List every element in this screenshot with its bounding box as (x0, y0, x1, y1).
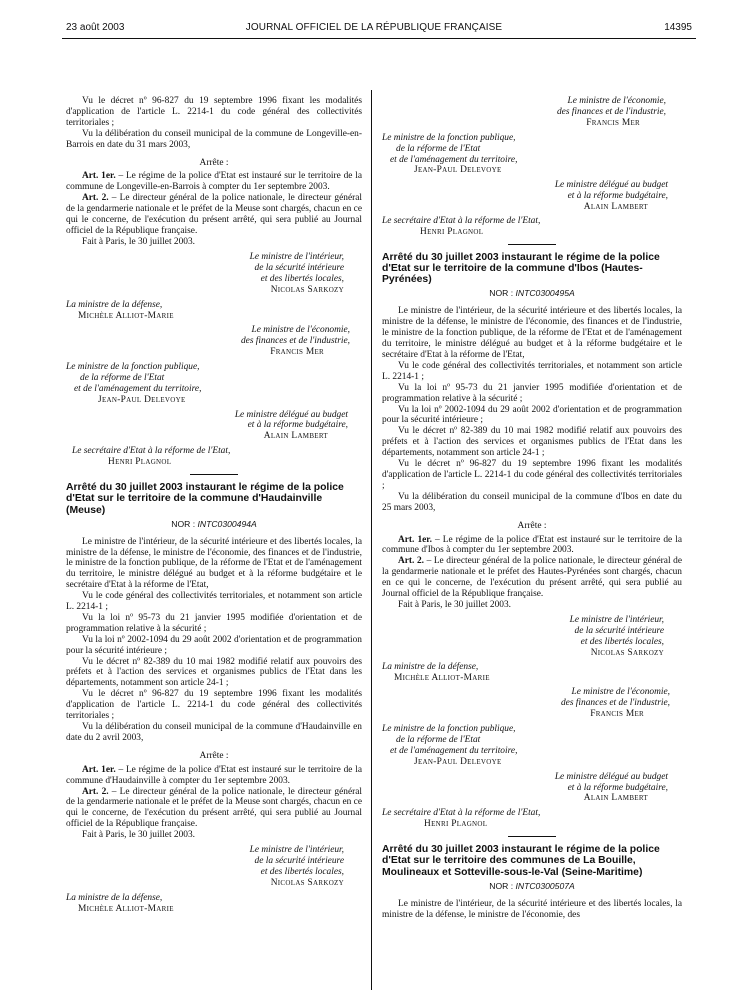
article-text: – Le régime de la police d'Etat est instauré sur le territoire de la commune d'Haudainville à compter du 1er septembre 2003. (66, 764, 363, 786)
signature-title: et des libertés locales, (580, 636, 664, 647)
section-divider (508, 836, 556, 837)
signature-title: des finances et de l'industrie, (240, 336, 350, 347)
signature-date: Fait à Paris, le 30 juillet 2003. (82, 830, 196, 841)
signature-title: Le secrétaire d'Etat à la réforme de l'Etat, (72, 446, 231, 457)
signature-economie (66, 325, 362, 358)
visa-paragraph: Vu la délibération du conseil municipal de la commune d'Ibos en date du 25 mars 2003, (382, 491, 682, 513)
signature-title: Le ministre de l'intérieur, (249, 251, 344, 262)
signature-defense (66, 893, 362, 915)
arrete-heading: Arrête : (199, 157, 229, 168)
article-2 (382, 556, 682, 600)
signature-economie (382, 96, 682, 129)
article-1 (382, 535, 682, 557)
signature-title: Le ministre de l'intérieur, (569, 614, 664, 625)
signature-title: et à la réforme budgétaire, (567, 782, 668, 793)
signature-economie (382, 687, 682, 720)
signature-title: Le ministre de l'économie, (567, 96, 666, 106)
signature-defense (382, 662, 682, 684)
article-label: Art. 1er. (82, 764, 116, 775)
decree-title: Arrêté du 30 juillet 2003 instaurant le régime de la police d'Etat sur le territoire des communes de La Bouille, Moulineaux et Sotteville-sous-le-Val (Seine-Maritime) (382, 844, 660, 878)
signature-title: et à la réforme budgétaire, (567, 191, 668, 202)
signature-fonction-publique (66, 362, 362, 406)
signature-title: Le ministre de la fonction publique, (66, 361, 200, 372)
signature-date: Fait à Paris, le 30 juillet 2003. (82, 236, 196, 247)
signatory-name: Nicolas Sarkozy (270, 284, 344, 295)
visa-paragraph: Vu la délibération du conseil municipal de la commune de Longeville-en-Barrois en date du 31 mars 2003, (66, 128, 362, 150)
nor-reference: NOR : INTC0300495A (489, 288, 575, 299)
signature-title: de la réforme de l'Etat (396, 734, 481, 745)
article-text: – Le directeur général de la police nationale, le directeur général de la gendarmerie nationale et le préfet des Hautes-Pyrénées sont chargés, chacun en ce qui le concerne, de l'exécution du présent arrêté, qui sera publié au Journal officiel de la République française. (382, 556, 682, 600)
signatory-name: Henri Plagnol (108, 457, 172, 468)
signature-budget (382, 180, 682, 213)
visa-paragraph: Vu le décret nº 96-827 du 19 septembre 1996 fixant les modalités d'application de l'article L. 2214-1 du code général des collectivités territoriales ; (66, 689, 362, 722)
signature-fonction-publique (382, 724, 682, 768)
article-text: – Le régime de la police d'Etat est instauré sur le territoire de la commune de Longeville-en-Barrois à compter du 1er septembre 2003. (66, 171, 363, 193)
signatory-name: Michèle Alliot-Marie (78, 311, 174, 322)
signatory-name: Jean-Paul Delevoye (414, 165, 502, 176)
signatory-name: Alain Lambert (583, 793, 648, 804)
arrete-heading: Arrête : (517, 520, 547, 531)
signatory-name: Michèle Alliot-Marie (394, 673, 490, 684)
article-label: Art. 1er. (82, 171, 116, 182)
signature-title: Le ministre délégué au budget (234, 409, 348, 420)
signature-budget (66, 410, 362, 443)
page-number: 14395 (664, 22, 692, 33)
visa-paragraph: Vu le décret nº 96-827 du 19 septembre 1996 fixant les modalités d'application de l'article L. 2214-1 du code général des collectivités territoriales ; (382, 459, 682, 491)
signature-fonction-publique (382, 133, 682, 177)
signatory-name: Henri Plagnol (424, 819, 488, 830)
preamble: Le ministre de l'intérieur, de la sécurité intérieure et des libertés locales, la ministre de la défense, le ministre de l'économie, des finances et de l'industrie, le ministre de la fonction publique, de la réforme de l'Etat et de l'aménagement du territoire, le ministre délégué au budget et à la réforme budgétaire et le secrétaire d'Etat à la réforme de l'Etat, (382, 306, 682, 361)
article-label: Art. 2. (82, 193, 109, 204)
signature-secretaire (382, 808, 682, 830)
signatory-name: Francis Mer (270, 347, 324, 358)
signature-title: Le ministre délégué au budget (554, 180, 668, 191)
section-divider (508, 244, 556, 245)
preamble: Le ministre de l'intérieur, de la sécurité intérieure et des libertés locales, la ministre de la défense, le ministre de l'économie, des finances et de l'industrie, le ministre de la fonction publique, de la réforme de l'Etat et de l'aménagement du territoire, le ministre délégué au budget et à la réforme budgétaire et le secrétaire d'Etat à la réforme de l'Etat, (66, 536, 362, 591)
nor-reference: NOR : INTC0300494A (171, 518, 257, 529)
article-label: Art. 2. (398, 556, 424, 567)
signatory-name: Alain Lambert (583, 202, 648, 213)
article-label: Art. 1er. (398, 534, 432, 545)
signature-title: et de l'aménagement du territoire, (390, 745, 518, 756)
article-2 (66, 193, 362, 237)
signature-title: et des libertés locales, (260, 273, 344, 284)
signatory-name: Henri Plagnol (420, 226, 484, 237)
signatory-name: Nicolas Sarkozy (590, 647, 664, 658)
visa-paragraph: Vu le décret nº 82-389 du 10 mai 1982 modifié relatif aux pouvoirs des préfets et à l'action des services et organismes publics de l'Etat dans les départements, notamment son article 24-1 ; (66, 656, 362, 689)
preamble: Le ministre de l'intérieur, de la sécurité intérieure et des libertés locales, la ministre de la défense, le ministre de l'économie, des (382, 898, 682, 920)
signature-title: et de l'aménagement du territoire, (74, 383, 202, 394)
visa-paragraph: Vu le décret nº 96-827 du 19 septembre 1996 fixant les modalités d'application de l'article L. 2214-1 du code général des collectivités territoriales ; (66, 96, 362, 128)
signature-title: Le ministre de la fonction publique, (382, 724, 516, 735)
section-divider (190, 474, 238, 475)
signatory-name: Nicolas Sarkozy (270, 877, 344, 888)
article-1 (66, 171, 362, 193)
arrete-heading: Arrête : (199, 750, 229, 761)
signature-defense (66, 300, 362, 322)
signature-title: et de l'aménagement du territoire, (390, 154, 518, 165)
signature-budget (382, 772, 682, 805)
signature-title: de la sécurité intérieure (574, 625, 664, 636)
signature-title: La ministre de la défense, (382, 662, 479, 673)
visa-paragraph: Vu la loi nº 2002-1094 du 29 août 2002 d'orientation et de programmation pour la sécurité intérieure ; (66, 634, 362, 656)
signature-title: Le ministre délégué au budget (554, 771, 668, 782)
article-text: – Le régime de la police d'Etat est instauré sur le territoire de la commune d'Ibos à compter du 1er septembre 2003. (382, 534, 683, 556)
signatory-name: Francis Mer (586, 117, 640, 128)
signatory-name: Jean-Paul Delevoye (414, 756, 502, 767)
signature-title: de la sécurité intérieure (254, 855, 344, 866)
signatory-name: Francis Mer (590, 709, 644, 720)
article-2 (66, 787, 362, 831)
issue-date: 23 août 2003 (66, 22, 125, 33)
signature-interieur (382, 615, 682, 659)
signature-title: de la réforme de l'Etat (80, 372, 165, 383)
signature-title: des finances et de l'industrie, (556, 106, 666, 117)
signature-title: de la sécurité intérieure (254, 262, 344, 273)
signatory-name: Jean-Paul Delevoye (98, 394, 186, 405)
nor-reference: NOR : INTC0300507A (489, 880, 575, 891)
article-text: – Le directeur général de la police nationale, le directeur général de la gendarmerie nationale et le préfet de la Meuse sont chargés, chacun en ce qui le concerne, de l'exécution du présent arrêté, qui sera publié au Journal officiel de la République française. (66, 193, 363, 236)
signature-interieur (66, 252, 362, 296)
page-header (0, 0, 748, 40)
signature-title: Le secrétaire d'Etat à la réforme de l'Etat, (382, 216, 541, 227)
article-text: – Le directeur général de la police nationale, le directeur général de la gendarmerie nationale et le préfet de la Meuse sont chargés, chacun en ce qui le concerne, de l'exécution du présent arrêté, qui sera publié au Journal officiel de la République française. (66, 786, 363, 830)
signature-title: et des libertés locales, (260, 866, 344, 877)
visa-paragraph: Vu le code général des collectivités territoriales, et notamment son article L. 2214-1 ; (382, 360, 682, 382)
decree-title: Arrêté du 30 juillet 2003 instaurant le régime de la police d'Etat sur le territoire de la commune d'Haudainville (Meuse) (66, 482, 344, 516)
visa-paragraph: Vu la loi nº 95-73 du 21 janvier 1995 modifiée d'orientation et de programmation relative à la sécurité ; (382, 382, 682, 404)
signature-title: Le ministre de l'intérieur, (249, 845, 344, 856)
signature-secretaire (382, 216, 682, 238)
signature-title: Le ministre de l'économie, (251, 325, 350, 336)
signature-title: Le ministre de l'économie, (571, 687, 670, 698)
signatory-name: Alain Lambert (263, 431, 328, 442)
visa-paragraph: Vu la délibération du conseil municipal de la commune d'Haudainville en date du 2 avril 2003, (66, 722, 362, 743)
article-label: Art. 2. (82, 786, 109, 797)
signature-title: Le ministre de la fonction publique, (382, 132, 516, 143)
signature-title: La ministre de la défense, (66, 892, 163, 903)
visa-paragraph: Vu le décret nº 82-389 du 10 mai 1982 modifié relatif aux pouvoirs des préfets et à l'action des services et organismes publics de l'Etat dans les départements, notamment son article 24-1 ; (382, 426, 682, 459)
signature-secretaire (66, 446, 362, 468)
header-rule (62, 38, 696, 39)
signature-title: des finances et de l'industrie, (560, 698, 670, 709)
signature-title: Le secrétaire d'Etat à la réforme de l'Etat, (382, 808, 541, 819)
signature-title: et à la réforme budgétaire, (247, 420, 348, 431)
visa-paragraph: Vu la loi nº 95-73 du 21 janvier 1995 modifiée d'orientation et de programmation relative à la sécurité ; (66, 612, 362, 634)
column-divider (371, 90, 372, 990)
article-1 (66, 765, 362, 787)
left-column (66, 96, 362, 915)
visa-paragraph: Vu la loi nº 2002-1094 du 29 août 2002 d'orientation et de programmation pour la sécurité intérieure ; (382, 404, 682, 426)
right-column (382, 96, 682, 921)
signatory-name: Michèle Alliot-Marie (78, 903, 174, 914)
signature-interieur (66, 845, 362, 889)
visa-paragraph: Vu le code général des collectivités territoriales, et notamment son article L. 2214-1 ; (66, 591, 362, 613)
decree-title: Arrêté du 30 juillet 2003 instaurant le régime de la police d'Etat sur le territoire de la commune d'Ibos (Hautes-Pyrénées) (382, 251, 660, 286)
signature-title: de la réforme de l'Etat (396, 143, 481, 154)
signature-date: Fait à Paris, le 30 juillet 2003. (398, 599, 512, 610)
journal-title: JOURNAL OFFICIEL DE LA RÉPUBLIQUE FRANÇAISE (245, 22, 503, 33)
signature-title: La ministre de la défense, (66, 300, 163, 311)
